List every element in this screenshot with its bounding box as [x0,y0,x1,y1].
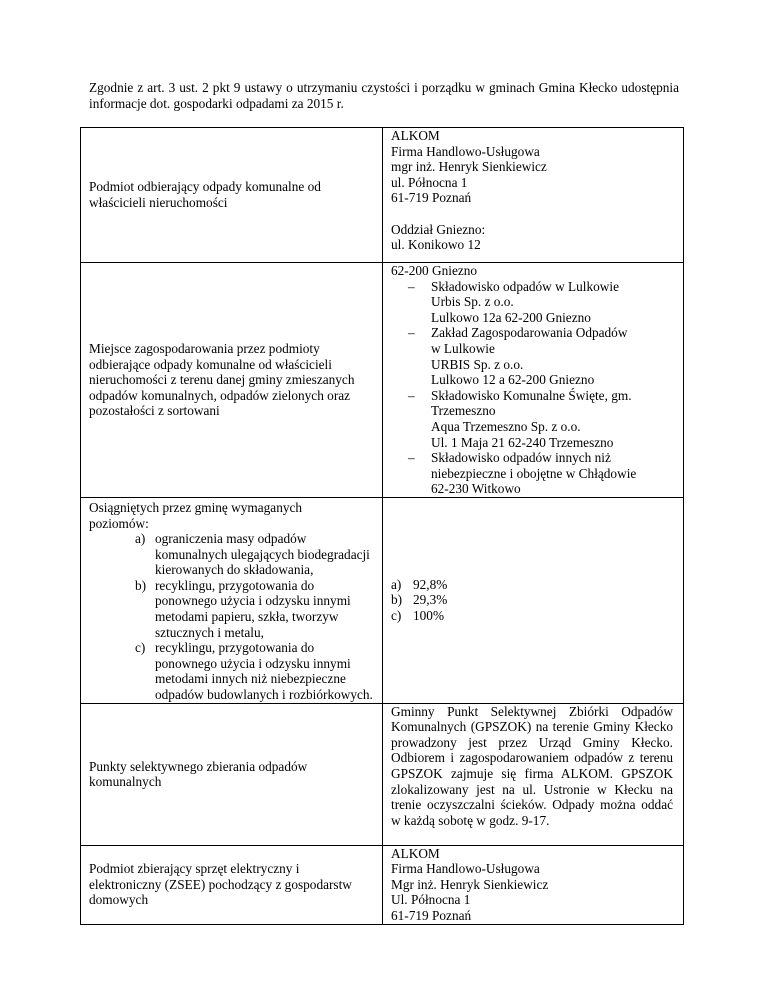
row5-label: Podmiot zbierający sprzęt elektryczny i elektroniczny (ZSEE) pochodzący z gospodarstw domowych [89,861,352,908]
list-item: a) 92,8% [391,576,448,592]
address-line: Firma Handlowo-Usługowa [391,861,540,877]
row1-label: Podmiot odbierający odpady komunalne od właścicieli nieruchomości [89,179,321,210]
row-value [383,703,684,845]
address-line: Firma Handlowo-Usługowa [391,143,540,159]
list-item: b) 29,3% [391,592,448,608]
branch-line: ul. Konikowo 12 [391,237,481,253]
intro-paragraph: Zgodnie z art. 3 ust. 2 pkt 9 ustawy o utrzymaniu czystości i porządku w gminach Gmina Kłecko udostępnia informacje dot. gospodarki odpadami za 2015 r. [89,80,679,111]
row2-label: Miejsce zagospodarowania przez podmioty odbierające odpady komunalne od właścicieli nieruchomości z terenu danej gminy zmieszanych odpadów komunalnych, odpadów zielonych oraz pozostałości z sortowani [89,340,355,419]
table-row [81,263,684,498]
levels-values [391,577,673,624]
branch-line: 62-200 Gniezno [391,263,478,278]
list-item: – Zakład Zagospodarowania Odpadów w Lulkowie URBIS Sp. z o.o. Lulkowo 12 a 62-200 Gniezno [383,325,673,387]
list-item: – Składowisko odpadów w Lulkowie Urbis Sp. z o.o. Lulkowo 12a 62-200 Gniezno [383,279,673,326]
row-label [81,845,383,924]
table-row [81,128,684,263]
row-label [81,497,383,703]
address-line: Ul. Północna 1 [391,892,471,908]
row-label [81,703,383,845]
address-line: 61-719 Poznań [391,908,472,923]
waste-info-table [80,127,684,925]
address-line: ALKOM [391,845,440,861]
list-item: b) recyklingu, przygotowania do ponownego użycia i odzysku innymi metodami papieru, szkła, tworzyw sztucznych i metalu, [135,577,351,640]
branch-line: Oddział Gniezno: [391,221,486,237]
table-row [81,845,684,924]
gpszok-description: Gminny Punkt Selektywnej Zbiórki Odpadów Komunalnych (GPSZOK) na terenie Gminy Kłecko prowadzony jest przez Urząd Gminy Kłecko. Odbiorem i zagospodarowaniem odpadów z terenu GPSZOK zajmuje się firma ALKOM. GPSZOK zlokalizowany jest na ul. Ustronie w Kłecku na trenie oczyszczalni ścieków. Odpady można oddać w każdą sobotę w godz. 9-17. [391,703,673,828]
table-row [81,703,684,845]
row-label [81,263,383,498]
list-item: – Składowisko odpadów innych niż niebezpieczne i obojętne w Chłądowie 62-230 Witkowo [383,450,673,497]
list-item: c) recyklingu, przygotowania do ponownego użycia i odzysku innymi metodami innych niż niebezpieczne odpadów budowlanych i rozbiórkowych. [135,640,373,703]
address-line: 61-719 Poznań [391,190,472,206]
list-item: – Składowisko Komunalne Święte, gm. Trzemeszno Aqua Trzemeszno Sp. z o.o. Ul. 1 Maja 21 62-240 Trzemeszno [383,388,673,450]
row-value [383,128,684,263]
address-line: ul. Północna 1 [391,174,468,190]
row4-label: Punkty selektywnego zbierania odpadów komunalnych [89,758,308,790]
address-line: Mgr inż. Henryk Sienkiewicz [391,876,549,892]
row-label [81,128,383,263]
row-value [383,845,684,924]
table-row [81,497,684,703]
address-line: mgr inż. Henryk Sienkiewicz [391,159,547,175]
address-line: ALKOM [391,128,440,143]
company-address [391,128,673,253]
row-value [383,263,684,498]
row-value [383,497,684,703]
disposal-sites-list [383,279,673,497]
list-item: c) 100% [391,608,445,624]
list-item: a) ograniczenia masy odpadów komunalnych ulegających biodegradacji kierowanych do składowania, [135,531,370,578]
levels-list [89,531,376,703]
row3-label: Osiągniętych przez gminę wymaganych poziomów: [89,499,303,531]
